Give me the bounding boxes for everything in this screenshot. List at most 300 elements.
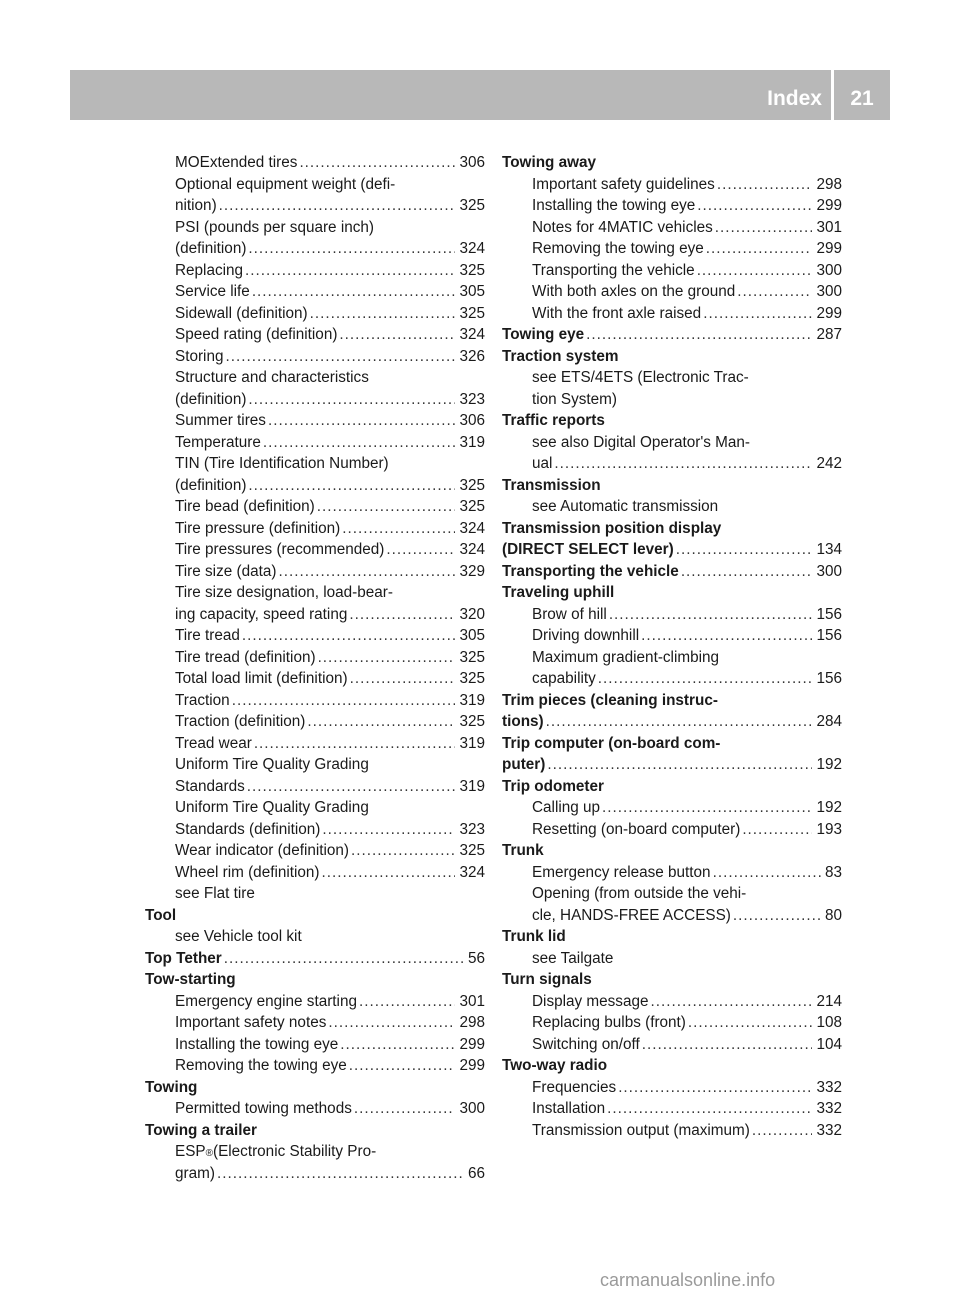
dot-leader [554,453,812,475]
page-reference: 323 [459,820,485,838]
page-reference: 242 [816,455,842,472]
dot-leader [703,303,812,325]
entry-text: Summer tires [175,412,266,429]
page-reference: 306 [459,412,485,429]
page-reference: 305 [459,627,485,644]
page-reference: 156 [816,605,842,623]
entry-text: ing capacity, speed rating [175,605,348,623]
index-subentry [145,711,485,733]
index-subentry [145,926,485,948]
dot-leader [268,410,456,432]
entry-text: (DIRECT SELECT lever) [502,541,674,558]
index-subentry [145,346,485,368]
index-entry [502,969,842,991]
page-reference: 320 [459,605,485,623]
page-reference: 192 [816,756,842,773]
index-subentry [145,862,485,884]
index-column-right [502,152,842,1141]
page-reference: 300 [816,261,842,279]
index-subentry [502,174,842,196]
index-subentry [145,195,485,217]
dot-leader [278,561,455,583]
page-reference: 325 [459,498,485,515]
index-entry [502,690,842,712]
dot-leader [247,776,456,798]
dot-leader [586,324,812,346]
entry-text: see Automatic transmission [532,498,719,515]
page-reference: 319 [459,433,485,451]
index-entry [502,754,842,776]
dot-leader [598,668,813,690]
entry-text: Trunk lid [502,928,566,945]
index-subentry [145,883,485,905]
page-reference: 325 [459,261,485,279]
dot-leader [245,260,455,282]
entry-text: Turn signals [502,971,592,988]
index-subentry [145,690,485,712]
dot-leader [386,539,455,561]
page-reference: 300 [459,1100,485,1117]
entry-text: Brow of hill [532,605,607,623]
dot-leader [340,1034,455,1056]
dot-leader [322,819,455,841]
index-subentry [502,883,842,905]
entry-text: Trip odometer [502,777,604,795]
entry-text: nition) [175,197,217,214]
page-reference: 324 [459,519,485,537]
entry-text: PSI (pounds per square inch) [175,218,374,236]
index-subentry [145,647,485,669]
dot-leader [676,539,813,561]
entry-text: Tire tread (definition) [175,648,316,666]
index-entry [502,733,842,755]
dot-leader [547,754,812,776]
page-reference: 332 [816,1100,842,1117]
page-reference: 325 [459,197,485,214]
dot-leader [339,324,455,346]
entry-text: Towing a trailer [145,1121,257,1139]
dot-leader [713,862,821,884]
page-reference: 301 [816,218,842,236]
dot-leader [752,1120,813,1142]
page-reference: 324 [459,541,485,558]
index-subentry [502,948,842,970]
page-reference: 305 [459,283,485,300]
page-reference: 299 [816,240,842,257]
index-entry [145,905,485,927]
dot-leader [641,625,812,647]
entry-text-continued: (Electronic Stability Pro- [212,1143,377,1160]
dot-leader [607,1098,812,1120]
entry-text: see ETS/4ETS (Electronic Trac- [532,369,749,386]
entry-text: ual [532,455,553,472]
page-reference: 324 [459,863,485,881]
page-reference: 325 [459,842,485,859]
page-reference: 332 [816,1078,842,1096]
index-subentry [145,518,485,540]
entry-text: Traction system [502,347,619,365]
entry-text: Transporting the vehicle [502,562,679,580]
page-reference: 83 [824,863,842,881]
page-reference: 299 [816,304,842,322]
dot-leader [717,174,813,196]
header-bar [70,70,890,120]
entry-text: Maximum gradient-climbing [532,648,720,666]
entry-text: Traffic reports [502,412,605,429]
entry-text: With the front axle raised [532,304,702,322]
page-reference: 298 [459,1014,485,1031]
entry-text: (definition) [175,390,247,408]
watermark: carmanualsonline.info [600,1270,776,1290]
entry-text: Driving downhill [532,627,640,644]
index-entry [145,1120,485,1142]
entry-text: Standards (definition) [175,820,321,838]
entry-text: Traveling uphill [502,584,615,601]
dot-leader [217,1163,464,1185]
page-reference: 326 [459,347,485,365]
index-subentry [145,217,485,239]
page-reference: 214 [816,992,842,1010]
dot-leader [706,238,813,260]
entry-text: see Vehicle tool kit [175,928,302,945]
entry-text: With both axles on the ground [532,283,736,300]
index-subentry [145,152,485,174]
dot-leader [349,604,455,626]
index-entry [145,969,485,991]
entry-text: Towing away [502,154,597,171]
dot-leader [681,561,813,583]
index-subentry [145,453,485,475]
dot-leader [254,733,456,755]
entry-text: Installing the towing eye [175,1035,339,1053]
index-subentry [145,1034,485,1056]
entry-text: Towing eye [502,326,585,343]
index-column-left [145,152,485,1184]
index-subentry [145,582,485,604]
page-reference: 332 [816,1121,842,1139]
index-entry [502,475,842,497]
page-reference: 325 [459,648,485,666]
entry-text: MOExtended tires [175,154,298,171]
page-reference: 323 [459,390,485,408]
entry-text: Installation [532,1100,606,1117]
entry-text: Tread wear [175,734,252,752]
page-reference: 284 [816,713,842,730]
index-subentry [502,1077,842,1099]
entry-text: Replacing [175,261,244,279]
dot-leader [242,625,456,647]
page-reference: 156 [816,670,842,687]
page-reference: 299 [459,1035,485,1053]
entry-text: Towing [145,1078,198,1096]
dot-leader [688,1012,813,1034]
dot-leader [318,647,456,669]
index-entry [502,1055,842,1077]
page-reference: 156 [816,627,842,644]
dot-leader [715,217,813,239]
entry-text: puter) [502,756,546,773]
dot-leader [354,1098,456,1120]
dot-leader [322,862,456,884]
page-reference: 192 [816,799,842,816]
entry-text: Resetting (on-board computer) [532,820,741,838]
page-reference: 287 [816,326,842,343]
section-title: Index [767,87,822,110]
entry-text: Uniform Tire Quality Grading [175,799,369,816]
page-reference: 324 [459,240,485,257]
page-reference: 80 [824,906,842,924]
page-reference: 299 [459,1057,485,1074]
index-subentry [145,754,485,776]
index-subentry [145,1098,485,1120]
index-entry [502,711,842,733]
index-subentry [145,1055,485,1077]
index-subentry [502,819,842,841]
index-subentry [145,1012,485,1034]
entry-text: Two-way radio [502,1057,608,1074]
dot-leader [219,195,456,217]
entry-text: gram) [175,1164,215,1182]
dot-leader [546,711,813,733]
entry-text: tions) [502,713,544,730]
index-subentry [145,475,485,497]
index-entry [502,518,842,540]
index-subentry [502,281,842,303]
entry-text: Traction (definition) [175,713,306,730]
index-entry [502,840,842,862]
page-reference: 300 [816,283,842,300]
entry-text: Transporting the vehicle [532,261,695,279]
dot-leader [317,496,456,518]
entry-text: Frequencies [532,1078,617,1096]
entry-text: Tire size designation, load-bear- [175,584,393,601]
entry-text: Transmission position display [502,519,722,537]
page-reference: 324 [459,326,485,343]
index-subentry [145,281,485,303]
index-subentry [145,238,485,260]
index-subentry [145,668,485,690]
dot-leader [342,518,455,540]
dot-leader [225,346,455,368]
entry-text: Total load limit (definition) [175,670,348,687]
entry-text: Switching on/off [532,1035,640,1053]
page-reference: 325 [459,304,485,322]
dot-leader [310,303,456,325]
dot-leader [349,1055,456,1077]
dot-leader [351,840,455,862]
index-subentry [145,260,485,282]
index-subentry [145,776,485,798]
page-reference: 325 [459,670,485,687]
entry-text: Transmission output (maximum) [532,1121,750,1139]
entry-text: Important safety notes [175,1014,327,1031]
entry-text: see Tailgate [532,949,614,967]
entry-text: Traction [175,691,230,709]
entry-text: Replacing bulbs (front) [532,1014,686,1031]
index-subentry [502,797,842,819]
entry-text: Notes for 4MATIC vehicles [532,218,713,236]
dot-leader [248,389,455,411]
index-subentry [502,432,842,454]
index-subentry [145,432,485,454]
index-subentry [502,668,842,690]
entry-text: Wheel rim (definition) [175,863,320,881]
index-subentry [502,260,842,282]
index-subentry [145,539,485,561]
dot-leader [742,819,812,841]
page-reference: 325 [459,476,485,494]
page-reference: 300 [816,562,842,580]
index-subentry [502,905,842,927]
index-subentry [502,647,842,669]
entry-text: Trip computer (on-board com- [502,734,721,752]
entry-text: see also Digital Operator's Man- [532,433,751,451]
index-entry [502,776,842,798]
entry-text: tion System) [532,390,618,408]
entry-text: Trim pieces (cleaning instruc- [502,691,718,709]
index-subentry [145,625,485,647]
entry-text: Temperature [175,433,261,451]
index-subentry [502,1120,842,1142]
dot-leader [602,797,812,819]
index-entry [502,410,842,432]
page-reference: 66 [467,1164,485,1182]
index-subentry [502,303,842,325]
entry-text: (definition) [175,240,247,257]
index-subentry [502,195,842,217]
page-reference: 56 [467,949,485,967]
dot-leader [350,668,456,690]
entry-text: Wear indicator (definition) [175,842,350,859]
entry-text: Uniform Tire Quality Grading [175,756,369,773]
entry-text: see Flat tire [175,885,255,902]
index-subentry [502,453,842,475]
index-entry [502,324,842,346]
page-reference: 298 [816,175,842,193]
index-subentry [502,1012,842,1034]
entry-text: Emergency release button [532,863,711,881]
dot-leader [224,948,464,970]
dot-leader [650,991,812,1013]
entry-text: Important safety guidelines [532,175,715,193]
entry-text: Top Tether [145,949,222,967]
index-entry [502,152,842,174]
index-subentry [502,862,842,884]
page-reference: 306 [459,154,485,171]
index-subentry [502,625,842,647]
index-subentry [502,1034,842,1056]
dot-leader [248,475,455,497]
entry-text: capability [532,670,596,687]
entry-text: Calling up [532,799,601,816]
page-reference: 193 [816,820,842,838]
index-entry [502,561,842,583]
entry-text: TIN (Tire Identification Number) [175,455,389,472]
index-subentry [145,496,485,518]
index-subentry: ESP ® (Electronic Stability Pro- [145,1141,485,1163]
index-subentry [145,991,485,1013]
page-reference: 325 [459,713,485,730]
entry-text: Service life [175,283,250,300]
entry-text: Display message [532,992,649,1010]
dot-leader [232,690,456,712]
index-subentry [145,303,485,325]
dot-leader [359,991,456,1013]
index-subentry [145,561,485,583]
page-reference: 319 [459,691,485,709]
page-reference: 134 [816,541,842,558]
index-subentry [145,604,485,626]
page-number: 21 [850,87,874,110]
entry-text: Tire pressures (recommended) [175,541,385,558]
dot-leader [697,260,813,282]
entry-text: Emergency engine starting [175,992,357,1010]
index-subentry [502,367,842,389]
index-entry [502,926,842,948]
index-subentry [145,733,485,755]
index-subentry [145,324,485,346]
index-subentry [145,819,485,841]
entry-text: Storing [175,347,224,365]
dot-leader [328,1012,455,1034]
entry-text: Tool [145,906,177,924]
dot-leader [252,281,456,303]
index-subentry [145,410,485,432]
page-reference: 319 [459,734,485,752]
entry-text: Transmission [502,476,601,494]
index-subentry [502,496,842,518]
entry-text: cle, HANDS-FREE ACCESS) [532,906,731,924]
dot-leader [618,1077,812,1099]
index-subentry [502,604,842,626]
page-reference: 104 [816,1035,842,1053]
index-subentry [145,797,485,819]
index-entry [145,1077,485,1099]
index-subentry [145,1163,485,1185]
index-entry [502,346,842,368]
entry-text: Permitted towing methods [175,1100,352,1117]
dot-leader [609,604,813,626]
index-entry [145,948,485,970]
entry-text: Speed rating (definition) [175,326,338,343]
entry-text: Structure and characteristics [175,369,369,386]
entry-text: Tire size (data) [175,562,277,580]
page-reference: 299 [816,197,842,214]
index-entry [502,582,842,604]
dot-leader [697,195,812,217]
dot-leader [263,432,456,454]
index-entry [502,539,842,561]
entry-text: Optional equipment weight (defi- [175,175,396,193]
entry-text: Installing the towing eye [532,197,696,214]
entry-text: Opening (from outside the vehi- [532,885,747,902]
index-subentry [145,389,485,411]
index-subentry [502,389,842,411]
dot-leader [248,238,455,260]
entry-text: Tow-starting [145,971,236,988]
entry-text: Tire bead (definition) [175,498,315,515]
index-subentry [145,174,485,196]
page-reference: 329 [459,562,485,580]
dot-leader [737,281,812,303]
entry-text: Removing the towing eye [175,1057,347,1074]
page-reference: 301 [459,992,485,1010]
entry-text: Trunk [502,842,544,859]
index-subentry [145,840,485,862]
dot-leader [733,905,821,927]
page-reference: 319 [459,777,485,795]
entry-text: Removing the towing eye [532,240,704,257]
